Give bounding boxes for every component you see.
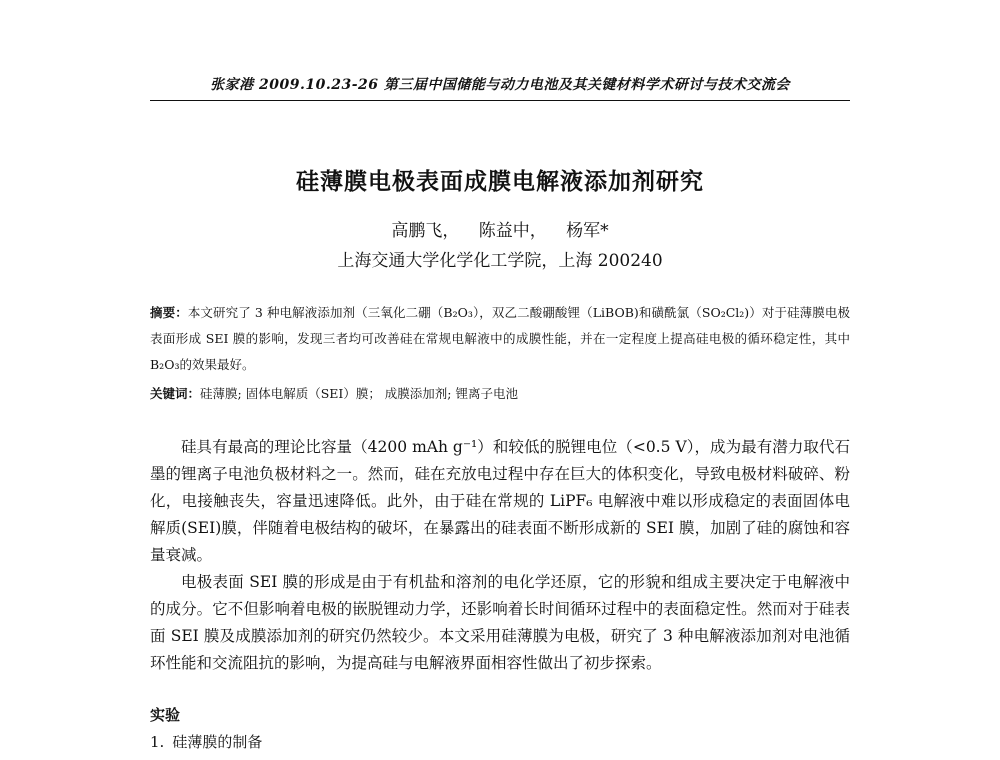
header-rule — [150, 100, 850, 101]
paper-title: 硅薄膜电极表面成膜电解液添加剂研究 — [296, 169, 704, 195]
abstract-label: 摘要： — [150, 305, 188, 320]
abstract — [150, 300, 850, 378]
running-header: 张家港 2009.10.23-26 第三届中国储能与动力电池及其关键材料学术研讨与技术交流会 — [210, 77, 790, 93]
body-text — [150, 434, 850, 677]
keywords — [150, 381, 850, 407]
section-heading: 实验 — [150, 706, 181, 724]
keywords-label: 关键词： — [150, 386, 201, 401]
abstract-text: 本文研究了 3 种电解液添加剂（三氧化二硼（B₂O₃），双乙二酸硼酸锂（LiBOB)和磺酰氯（SO₂Cl₂)）对于硅薄膜电极表面形成 SEI 膜的影响，发现三者均可改善硅在常规电解液中的成膜性能，并在一定程度上提高硅电极的循环稳定性，其中 B₂O₃的效果最好。 — [150, 305, 850, 372]
subsection-number: 1. — [150, 733, 165, 751]
author-list: 高鹏飞， 陈益中， 杨军* — [391, 221, 609, 241]
subsection-title: 硅薄膜的制备 — [172, 733, 263, 751]
subsection-heading — [150, 731, 262, 752]
body-paragraph-1: 硅具有最高的理论比容量（4200 mAh g⁻¹）和较低的脱锂电位（<0.5 V），成为最有潜力取代石墨的锂离子电池负极材料之一。然而，硅在充放电过程中存在巨大的体积变化，导致电极材料破碎、粉化，电接触丧失，容量迅速降低。此外，由于硅在常规的 LiPF₆ 电解液中难以形成稳定的表面固体电解质(SEI)膜，伴随着电极结构的破坏，在暴露出的硅表面不断形成新的 SEI 膜，加剧了硅的腐蚀和容量衰减。 — [150, 438, 850, 564]
body-paragraph-2: 电极表面 SEI 膜的形成是由于有机盐和溶剂的电化学还原，它的形貌和组成主要决定于电解液中的成分。它不但影响着电极的嵌脱锂动力学，还影响着长时间循环过程中的表面稳定性。然而对于硅表面 SEI 膜及成膜添加剂的研究仍然较少。本文采用硅薄膜为电极，研究了 3 种电解液添加剂对电池循环性能和交流阻抗的影响，为提高硅与电解液界面相容性做出了初步探索。 — [150, 573, 850, 672]
keywords-text: 硅薄膜; 固体电解质（SEI）膜； 成膜添加剂; 锂离子电池 — [200, 386, 518, 401]
affiliation: 上海交通大学化学化工学院，上海 200240 — [337, 251, 663, 271]
